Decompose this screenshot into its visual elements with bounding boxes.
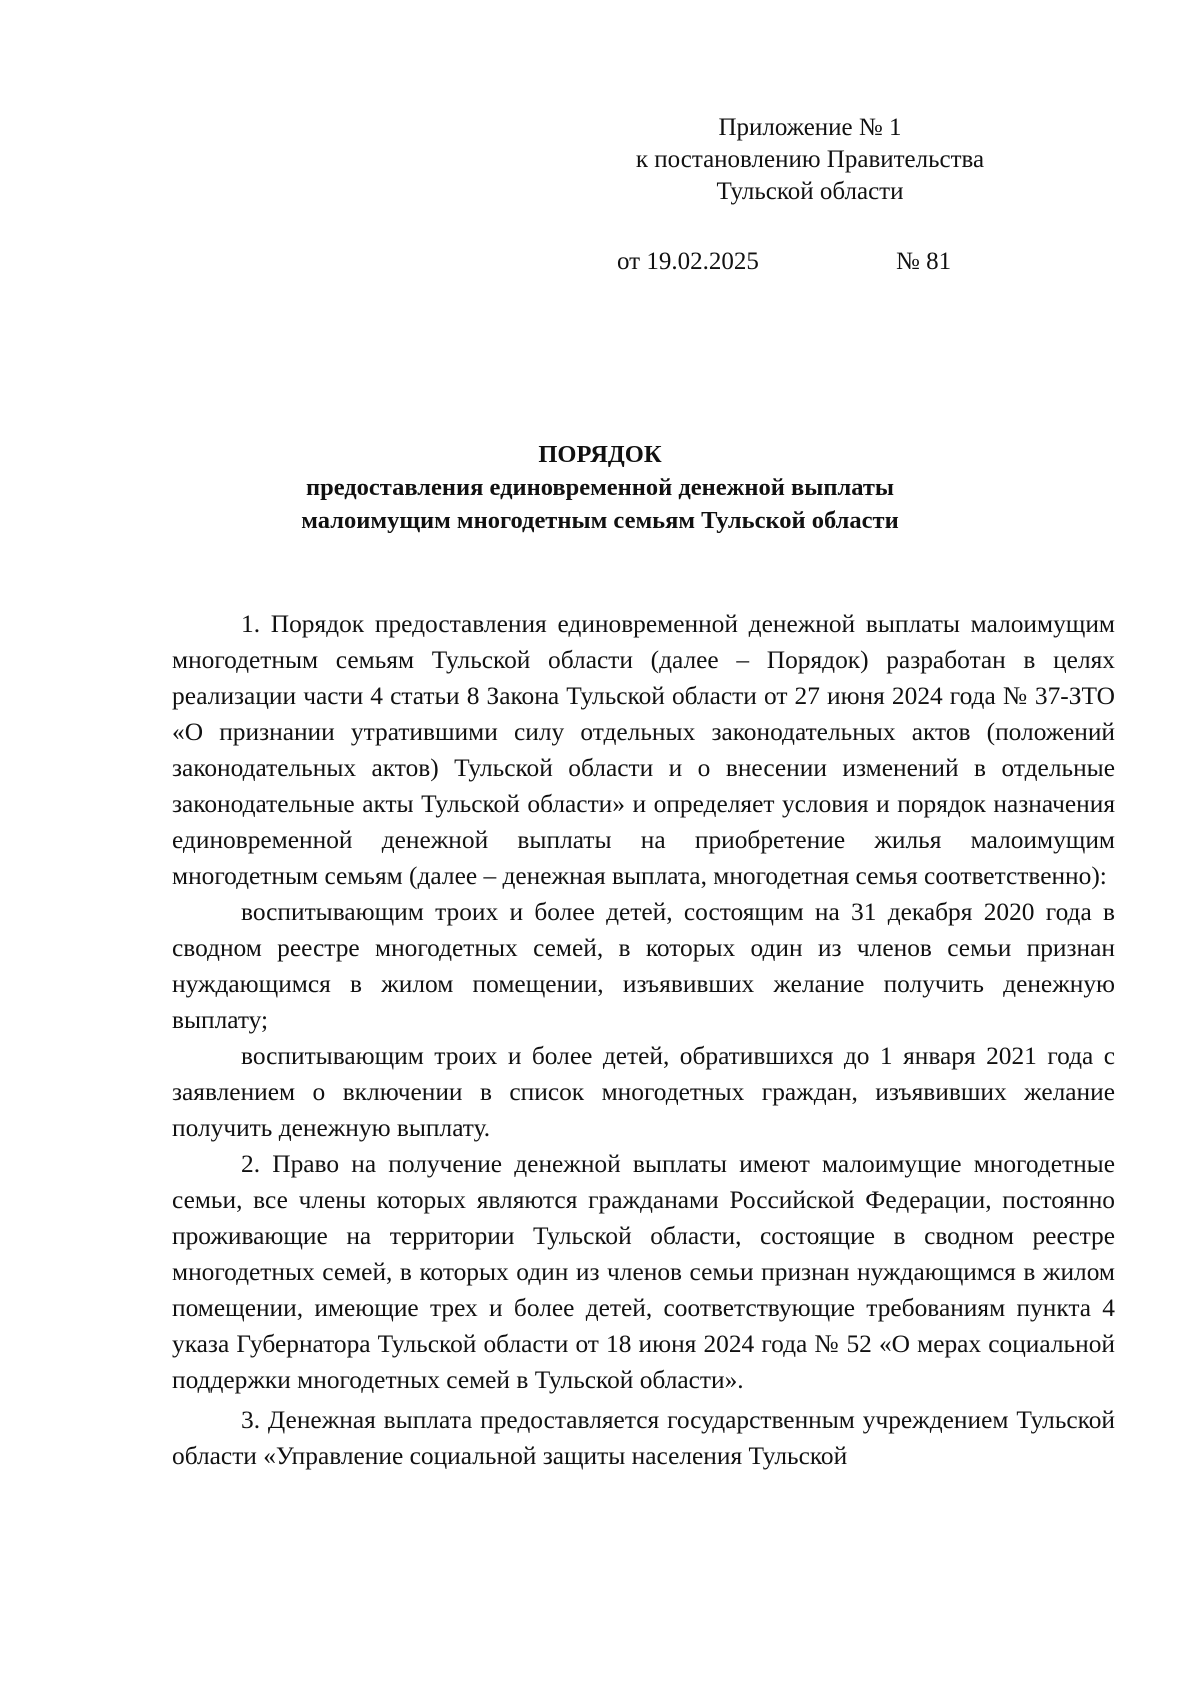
paragraph-1: 1. Порядок предоставления единовременной денежной выплаты малоимущим многодетным семьям Тульской области (далее – Порядок) разработан в целях реализации части 4 статьи 8 Закона Тульской области от 27 июня 2024 года № 37-ЗТО «О признании утратившими силу отдельных законодательных актов (положений законодательных актов) Тульской области и о внесении изменений в отдельные законодательные акты Тульской области» и определяет условия и порядок назначения единовременной денежной выплаты на приобретение жилья малоимущим многодетным семьям (далее – денежная выплата, многодетная семья соответственно): bbox=[172, 610, 1115, 890]
decree-date: от 19.02.2025 bbox=[617, 248, 759, 275]
appendix-reference: к постановлению Правительства bbox=[635, 146, 985, 173]
appendix-region: Тульской области bbox=[716, 178, 904, 205]
paragraph-1-subitem-2: воспитывающим троих и более детей, обратившихся до 1 января 2021 года с заявлением о включении в список многодетных граждан, изъявивших желание получить денежную выплату. bbox=[172, 1042, 1115, 1142]
decree-number: № 81 bbox=[896, 248, 952, 275]
title-subtitle-line-2: малоимущим многодетным семьям Тульской области bbox=[301, 507, 899, 534]
paragraph-1-subitem-1: воспитывающим троих и более детей, состоящим на 31 декабря 2020 года в сводном реестре многодетных семей, в которых один из членов семьи признан нуждающимся в жилом помещении, изъявивших желание получить денежную выплату; bbox=[172, 898, 1115, 1034]
appendix-number: Приложение № 1 bbox=[718, 114, 902, 141]
document-title bbox=[180, 438, 1020, 537]
appendix-header bbox=[600, 112, 1020, 208]
title-subtitle-line-1: предоставления единовременной денежной выплаты bbox=[306, 474, 894, 501]
paragraph-3: 3. Денежная выплата предоставляется государственным учреждением Тульской области «Управление социальной защиты населения Тульской bbox=[172, 1406, 1115, 1470]
document-body bbox=[172, 606, 1115, 1474]
title-heading: ПОРЯДОК bbox=[538, 441, 662, 468]
paragraph-2: 2. Право на получение денежной выплаты имеют малоимущие многодетные семьи, все члены которых являются гражданами Российской Федерации, постоянно проживающие на территории Тульской области, состоящие в сводном реестре многодетных семей, в которых один из членов семьи признан нуждающимся в жилом помещении, имеющие трех и более детей, соответствующие требованиям пункта 4 указа Губернатора Тульской области от 18 июня 2024 года № 52 «О мерах социальной поддержки многодетных семей в Тульской области». bbox=[172, 1150, 1115, 1394]
